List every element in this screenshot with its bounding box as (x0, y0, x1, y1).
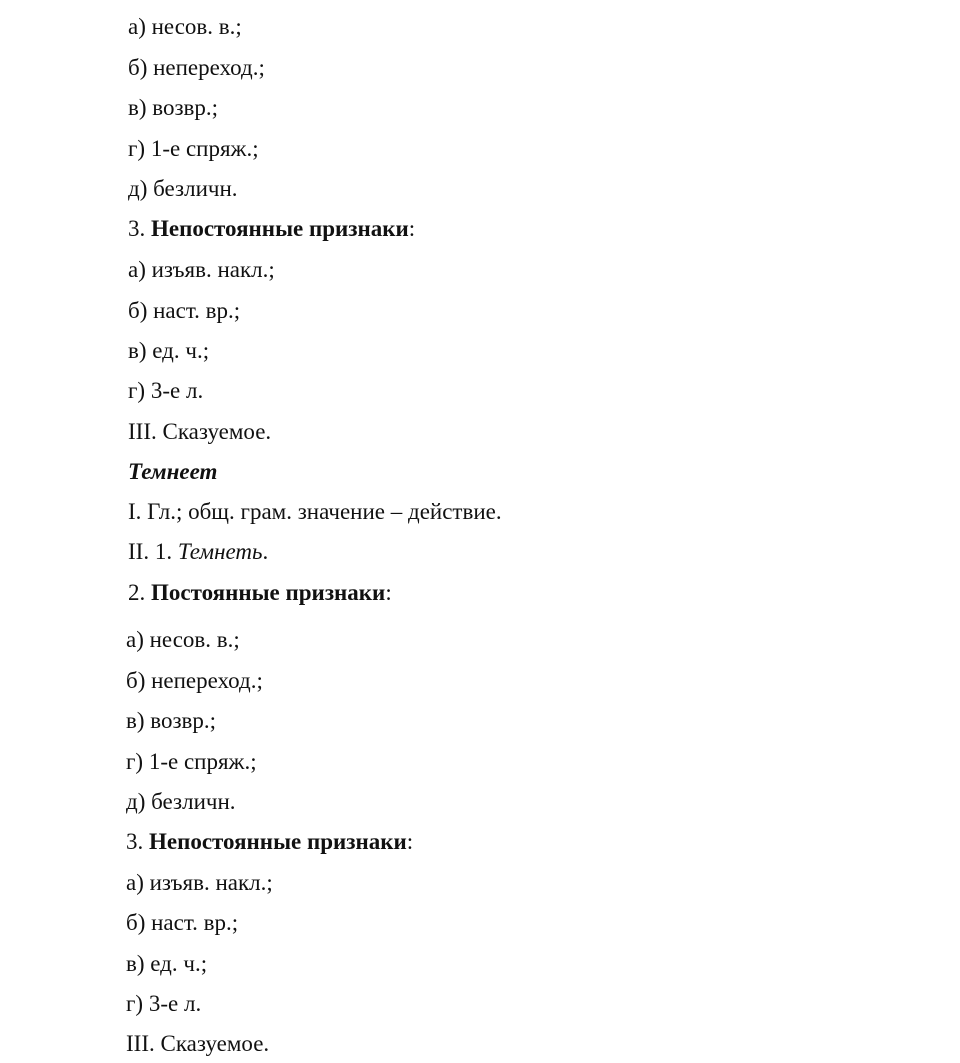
line-text: г) 3-е л. (126, 991, 202, 1016)
list-item-aspect (128, 13, 242, 41)
line-text: г) 1-е спряж.; (126, 749, 257, 774)
section-number: 3. (126, 829, 149, 854)
line-period: . (262, 539, 269, 564)
section-heading-constant (128, 579, 392, 607)
section-heading-nonconstant (126, 828, 413, 856)
line-text: г) 3-е л. (128, 378, 204, 403)
line-text: г) 1-е спряж.; (128, 136, 259, 161)
word-heading (128, 458, 217, 486)
list-item-transitivity (126, 667, 263, 695)
list-item-tense (126, 909, 238, 937)
line-text: в) возвр.; (126, 708, 217, 733)
line-text: б) непереход.; (126, 668, 263, 693)
initial-form-line (128, 538, 268, 566)
word-heading-text: Темнеет (128, 459, 218, 484)
line-text: б) непереход.; (128, 55, 265, 80)
line-text: б) наст. вр.; (128, 298, 241, 323)
line-text: д) безличн. (128, 176, 238, 201)
syntactic-role (128, 418, 271, 446)
list-item-number (128, 337, 209, 365)
list-item-person (126, 990, 201, 1018)
list-item-conjugation (128, 135, 259, 163)
section-colon: : (408, 216, 416, 241)
list-item-mood (126, 869, 273, 897)
list-item-person (128, 377, 203, 405)
section-number: II. 1. (128, 539, 178, 564)
list-item-transitivity (128, 54, 265, 82)
section-colon: : (385, 580, 392, 605)
section-number: 2. (128, 580, 151, 605)
line-text: а) несов. в.; (126, 627, 240, 652)
list-item-reflexivity (128, 94, 218, 122)
section-title: Непостоянные признаки (149, 829, 407, 854)
list-item-conjugation (126, 748, 257, 776)
line-text: д) безличн. (126, 789, 236, 814)
list-item-mood (128, 256, 275, 284)
line-text: III. Сказуемое. (126, 1031, 270, 1056)
line-text: в) ед. ч.; (128, 338, 210, 363)
list-item-number (126, 950, 207, 978)
syntactic-role (126, 1030, 269, 1058)
section-title: Постоянные признаки (151, 580, 386, 605)
line-text: а) изъяв. накл.; (126, 870, 273, 895)
part-of-speech-line (128, 498, 502, 526)
line-text: а) несов. в.; (128, 14, 242, 39)
initial-form: Темнеть (177, 539, 263, 564)
line-text: в) ед. ч.; (126, 951, 208, 976)
list-item-reflexivity (126, 707, 216, 735)
section-title: Непостоянные признаки (151, 216, 409, 241)
line-text: б) наст. вр.; (126, 910, 239, 935)
list-item-aspect (126, 626, 240, 654)
line-text: а) изъяв. накл.; (128, 257, 275, 282)
section-heading-nonconstant (128, 215, 415, 243)
list-item-impersonal (126, 788, 236, 816)
section-number: 3. (128, 216, 151, 241)
line-text: в) возвр.; (128, 95, 219, 120)
list-item-impersonal (128, 175, 238, 203)
section-colon: : (406, 829, 414, 854)
list-item-tense (128, 297, 240, 325)
line-text: I. Гл.; общ. грам. значение – действие. (128, 499, 502, 524)
line-text: III. Сказуемое. (128, 419, 272, 444)
